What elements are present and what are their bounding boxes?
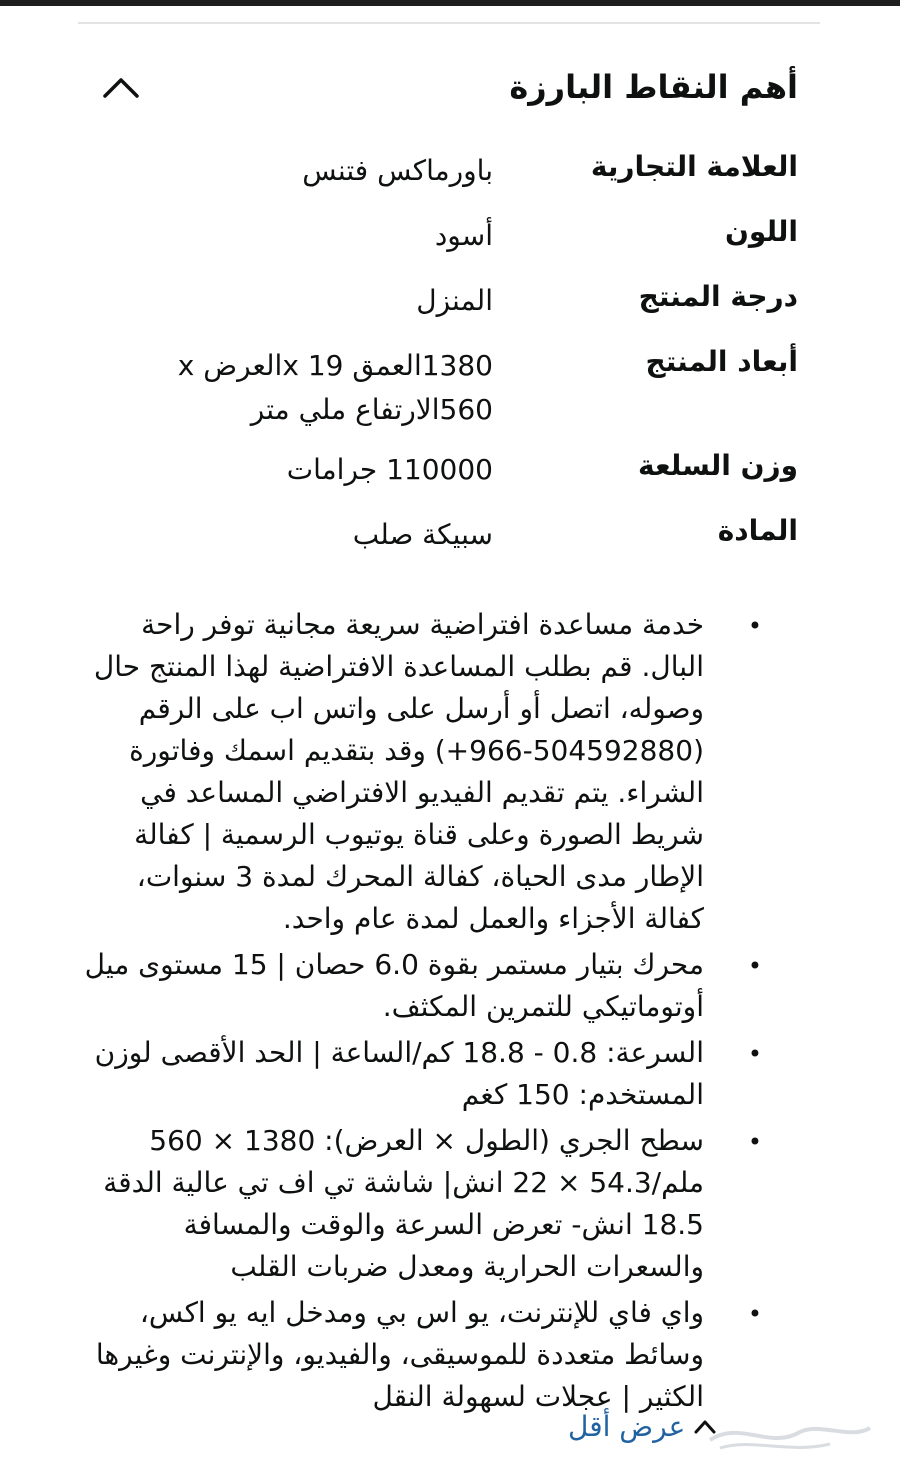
- section-divider: [78, 22, 820, 24]
- spec-row-grade: [78, 279, 798, 344]
- list-item: [78, 1120, 762, 1288]
- section-header: [78, 64, 798, 110]
- spec-value: باورماكس فتنس: [302, 154, 493, 187]
- spec-label: اللون: [725, 215, 798, 248]
- feature-bullets: [78, 604, 762, 1422]
- list-item: [78, 604, 762, 940]
- spec-value: المنزل: [416, 284, 493, 317]
- spec-row-weight: [78, 448, 798, 513]
- show-less-label: عرض أقل: [568, 1409, 686, 1443]
- bullet-dot-icon: •: [747, 952, 762, 980]
- bullet-dot-icon: •: [747, 1040, 762, 1068]
- spec-row-dimensions: [78, 344, 798, 448]
- spec-label: وزن السلعة: [638, 449, 798, 482]
- bullet-text: خدمة مساعدة افتراضية سريعة مجانية توفر راحة البال. قم بطلب المساعدة الافتراضية لهذا المنتج حال وصوله، اتصل أو أرسل على واتس اب على الرقم (504592880-966+) وقد بتقديم اسمك وفاتورة الشراء. يتم تقديم الفيديو الافتراضي المساعد في شريط الصورة وعلى قناة يوتيوب الرسمية | كفالة الإطار مدى الحياة، كفالة المحرك لمدة 3 سنوات، كفالة الأجزاء والعمل لمدة عام واحد.: [93, 608, 704, 935]
- list-item: [78, 1292, 762, 1418]
- spec-row-material: [78, 513, 798, 563]
- spec-row-color: [78, 214, 798, 279]
- collapse-button[interactable]: [98, 64, 144, 110]
- top-edge-bar: [0, 0, 900, 6]
- bullet-dot-icon: •: [747, 1128, 762, 1156]
- spec-label: أبعاد المنتج: [645, 345, 798, 378]
- spec-label: المادة: [717, 514, 798, 547]
- spec-value: سبيكة صلب: [352, 518, 493, 551]
- specs-table: [78, 149, 798, 563]
- spec-value: 1380العمق 19 xالعرض x 560الارتفاع ملي متر: [177, 349, 493, 426]
- spec-label: العلامة التجارية: [590, 150, 798, 183]
- list-item: [78, 944, 762, 1028]
- bullet-dot-icon: •: [747, 612, 762, 640]
- bullet-text: سطح الجري (الطول × العرض): 1380 × 560 ملم/54.3 × 22 انش| شاشة تي اف تي عالية الدقة 18.5 انش- تعرض السرعة والوقت والمسافة والسعرات الحرارية ومعدل ضربات القلب: [103, 1124, 704, 1283]
- list-item: [78, 1032, 762, 1116]
- watermark-logo-icon: [700, 1410, 880, 1458]
- spec-label: درجة المنتج: [638, 280, 798, 313]
- chevron-up-icon: [101, 74, 141, 100]
- show-less-button[interactable]: [568, 1404, 717, 1448]
- section-title: أهم النقاط البارزة: [509, 68, 798, 106]
- spec-value: 110000 جرامات: [286, 453, 493, 486]
- spec-row-brand: [78, 149, 798, 214]
- bullet-dot-icon: •: [747, 1300, 762, 1328]
- bullet-text: السرعة: 0.8 - 18.8 كم/الساعة | الحد الأقصى لوزن المستخدم: 150 كغم: [94, 1036, 704, 1111]
- spec-value: أسود: [434, 219, 493, 252]
- bullet-text: واي فاي للإنترنت، يو اس بي ومدخل ايه يو اكس، وسائط متعددة للموسيقى، والفيديو، والإنترنت وغيرها الكثير | عجلات لسهولة النقل: [95, 1296, 704, 1413]
- bullet-text: محرك بتيار مستمر بقوة 6.0 حصان | 15 مستوى ميل أوتوماتيكي للتمرين المكثف.: [84, 948, 704, 1023]
